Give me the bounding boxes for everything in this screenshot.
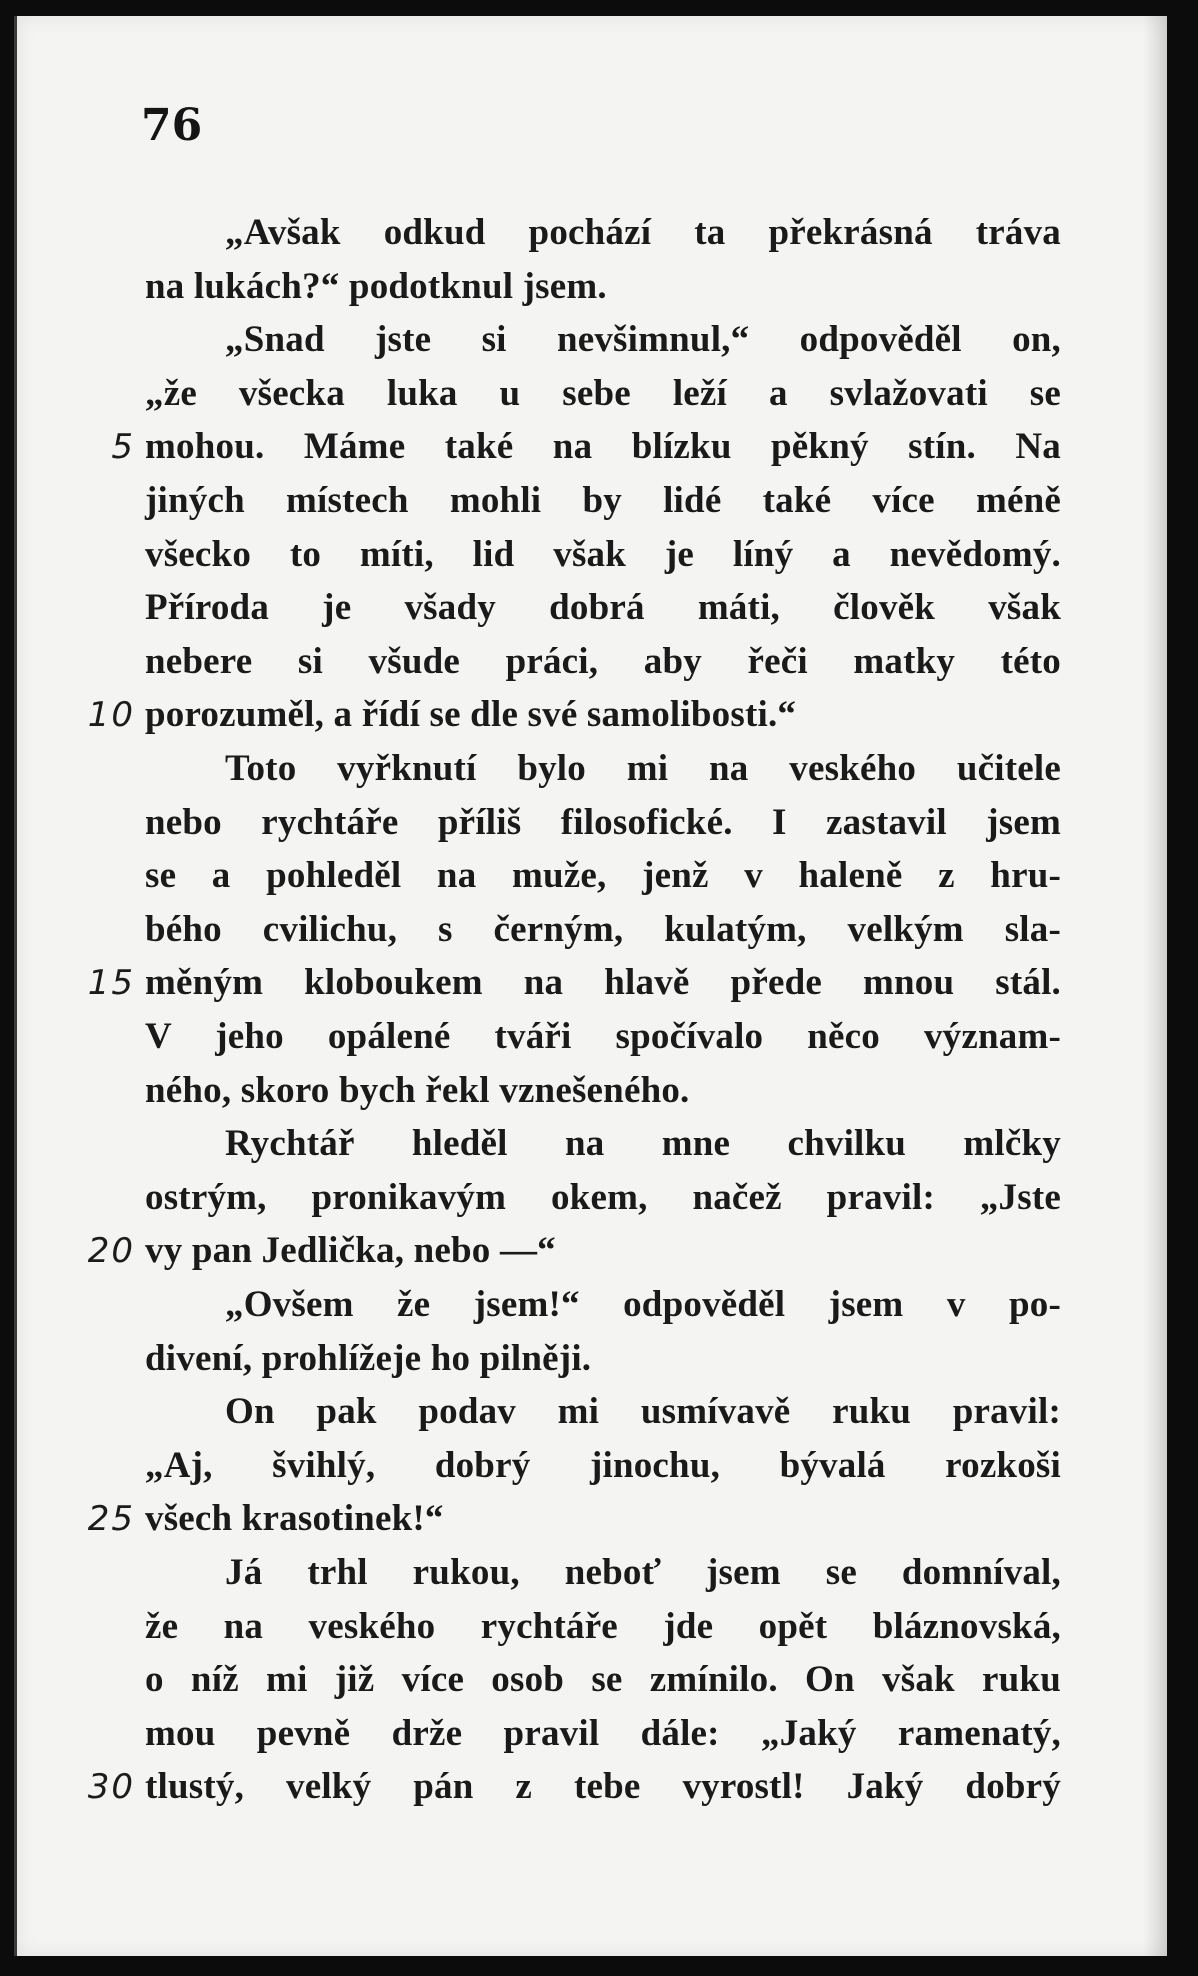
- text-line: Já trhl rukou, neboť jsem se domníval,: [225, 1552, 1061, 1593]
- text-line: divení, prohlížeje ho pilněji.: [145, 1337, 592, 1379]
- margin-line-number: 5: [111, 427, 135, 468]
- text-line: všecko to míti, lid však je líný a nevědomý.: [145, 533, 1061, 575]
- text-line: mou pevně drže pravil dále: „Jaký ramenatý,: [145, 1712, 1061, 1754]
- text-line: On pak podav mi usmívavě ruku pravil:: [225, 1391, 1061, 1433]
- text-line: jiných místech mohli by lidé také více méně: [145, 480, 1061, 521]
- book-page: [14, 16, 1167, 1956]
- text-line: vy pan Jedlička, nebo —“: [145, 1230, 556, 1272]
- text-line: Příroda je všady dobrá máti, člověk však: [145, 587, 1061, 629]
- margin-line-number: 25: [87, 1499, 135, 1540]
- text-line: všech krasotinek!“: [145, 1498, 444, 1540]
- text-line: „Ovšem že jsem!“ odpověděl jsem v po-: [225, 1284, 1061, 1325]
- text-line: Rychtář hleděl na mne chvilku mlčky: [225, 1123, 1061, 1165]
- text-line: „Avšak odkud pochází ta překrásná tráva: [225, 212, 1061, 253]
- text-line: ostrým, pronikavým okem, načež pravil: „Jste: [145, 1176, 1061, 1218]
- text-line: se a pohleděl na muže, jenž v haleně z hru-: [145, 855, 1061, 897]
- text-line: „Aj, švihlý, dobrý jinochu, bývalá rozkoši: [145, 1444, 1061, 1486]
- text-line: V jeho opálené tváři spočívalo něco význam-: [145, 1016, 1061, 1057]
- text-line: mohou. Máme také na blízku pěkný stín. Na: [145, 426, 1061, 468]
- margin-line-number: 30: [87, 1767, 135, 1808]
- page-number: 76: [141, 100, 203, 151]
- text-line: ného, skoro bych řekl vznešeného.: [145, 1069, 690, 1111]
- body-text: [17, 16, 1167, 1956]
- text-line: měným kloboukem na hlavě přede mnou stál.: [145, 962, 1061, 1004]
- text-line: tlustý, velký pán z tebe vyrostl! Jaký dobrý: [145, 1766, 1061, 1808]
- text-line: nebere si všude práci, aby řeči matky této: [145, 640, 1061, 682]
- text-line: bého cvilichu, s černým, kulatým, velkým sla-: [145, 908, 1061, 950]
- margin-line-number: 10: [87, 695, 135, 736]
- margin-line-number: 20: [87, 1231, 135, 1272]
- text-line: že na veského rychtáře jde opět bláznovská,: [145, 1605, 1061, 1647]
- text-line: „Snad jste si nevšimnul,“ odpověděl on,: [225, 319, 1061, 361]
- text-line: na lukách?“ podotknul jsem.: [145, 265, 607, 307]
- text-line: nebo rychtáře příliš filosofické. I zastavil jsem: [145, 801, 1061, 843]
- text-line: o níž mi již více osob se zmínilo. On však ruku: [145, 1659, 1061, 1701]
- text-line: „že všecka luka u sebe leží a svlažovati se: [145, 372, 1061, 414]
- margin-line-number: 15: [87, 963, 135, 1004]
- text-line: Toto vyřknutí bylo mi na veského učitele: [225, 748, 1061, 789]
- text-line: porozuměl, a řídí se dle své samolibosti.“: [145, 694, 797, 736]
